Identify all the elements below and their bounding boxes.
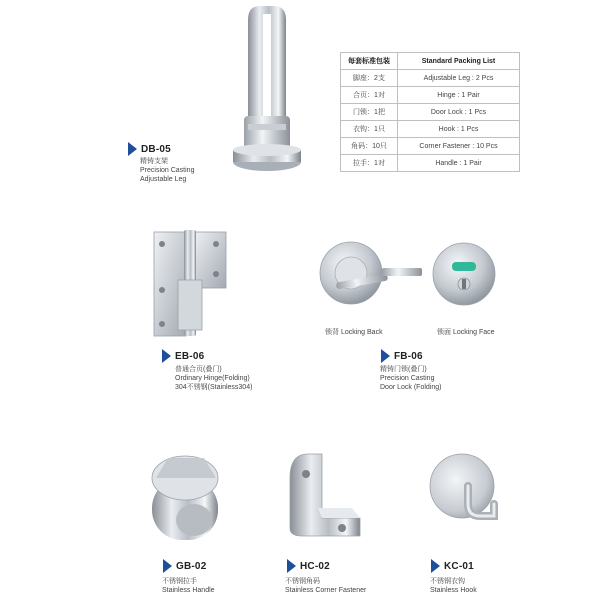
product-code-gb02: GB-02 bbox=[163, 559, 206, 573]
product-code-hc02: HC-02 bbox=[287, 559, 330, 573]
packing-item-en: Handle : 1 Pair bbox=[398, 155, 520, 172]
packing-list-header-cn: 每套标准包装 bbox=[341, 53, 398, 70]
product-code-fb06: FB-06 bbox=[381, 349, 423, 363]
table-row bbox=[341, 121, 520, 138]
packing-item-cn: 合页：1对 bbox=[341, 87, 398, 104]
packing-list-header-en: Standard Packing List bbox=[398, 53, 520, 70]
table-row bbox=[341, 104, 520, 121]
packing-list-header bbox=[341, 53, 520, 70]
table-row bbox=[341, 70, 520, 87]
tag-arrow-icon bbox=[163, 559, 172, 573]
tag-arrow-icon bbox=[287, 559, 296, 573]
packing-item-cn: 衣钩：1只 bbox=[341, 121, 398, 138]
table-row bbox=[341, 87, 520, 104]
packing-item-cn: 拉手：1对 bbox=[341, 155, 398, 172]
product-code-eb06: EB-06 bbox=[162, 349, 204, 363]
product-code-db05: DB-05 bbox=[128, 142, 171, 156]
product-code-kc01: KC-01 bbox=[431, 559, 474, 573]
packing-item-cn: 脚座：2支 bbox=[341, 70, 398, 87]
hook-image bbox=[424, 446, 508, 530]
product-desc-eb06: 普通合页(叠门) Ordinary Hinge(Folding) 304不锈钢(Stainless304) bbox=[175, 366, 253, 391]
product-desc-hc02: 不锈钢角码 Stainless Corner Fastener bbox=[285, 578, 367, 594]
corner-fastener-image bbox=[282, 448, 364, 540]
packing-item-en: Door Lock : 1 Pcs bbox=[398, 104, 520, 121]
product-desc-db05: 精铸支架 Precision Casting Adjustable Leg bbox=[140, 158, 195, 183]
packing-item-cn: 门锁：1把 bbox=[341, 104, 398, 121]
packing-list-table bbox=[340, 52, 520, 172]
lock-back-caption: 锁背 Locking Back bbox=[325, 329, 383, 336]
packing-item-en: Hinge : 1 Pair bbox=[398, 87, 520, 104]
tag-arrow-icon bbox=[128, 142, 137, 156]
table-row bbox=[341, 138, 520, 155]
product-desc-fb06: 精铸门锁(叠门) Precision Casting Door Lock (Folding) bbox=[380, 366, 442, 391]
packing-item-en: Hook : 1 Pcs bbox=[398, 121, 520, 138]
door-lock-back-image bbox=[318, 240, 428, 310]
table-row bbox=[341, 155, 520, 172]
product-desc-kc01: 不锈钢衣钩 Stainless Hook bbox=[430, 578, 477, 594]
hinge-image bbox=[150, 228, 230, 340]
lock-face-caption: 锁面 Locking Face bbox=[437, 329, 495, 336]
tag-arrow-icon bbox=[381, 349, 390, 363]
tag-arrow-icon bbox=[162, 349, 171, 363]
packing-item-en: Adjustable Leg : 2 Pcs bbox=[398, 70, 520, 87]
adjustable-leg-image bbox=[222, 4, 312, 180]
handle-image bbox=[146, 448, 226, 548]
door-lock-face-image bbox=[430, 240, 498, 308]
packing-item-cn: 角码：10只 bbox=[341, 138, 398, 155]
packing-item-en: Corner Fastener : 10 Pcs bbox=[398, 138, 520, 155]
tag-arrow-icon bbox=[431, 559, 440, 573]
product-desc-gb02: 不锈钢拉手 Stainless Handle bbox=[162, 578, 215, 594]
